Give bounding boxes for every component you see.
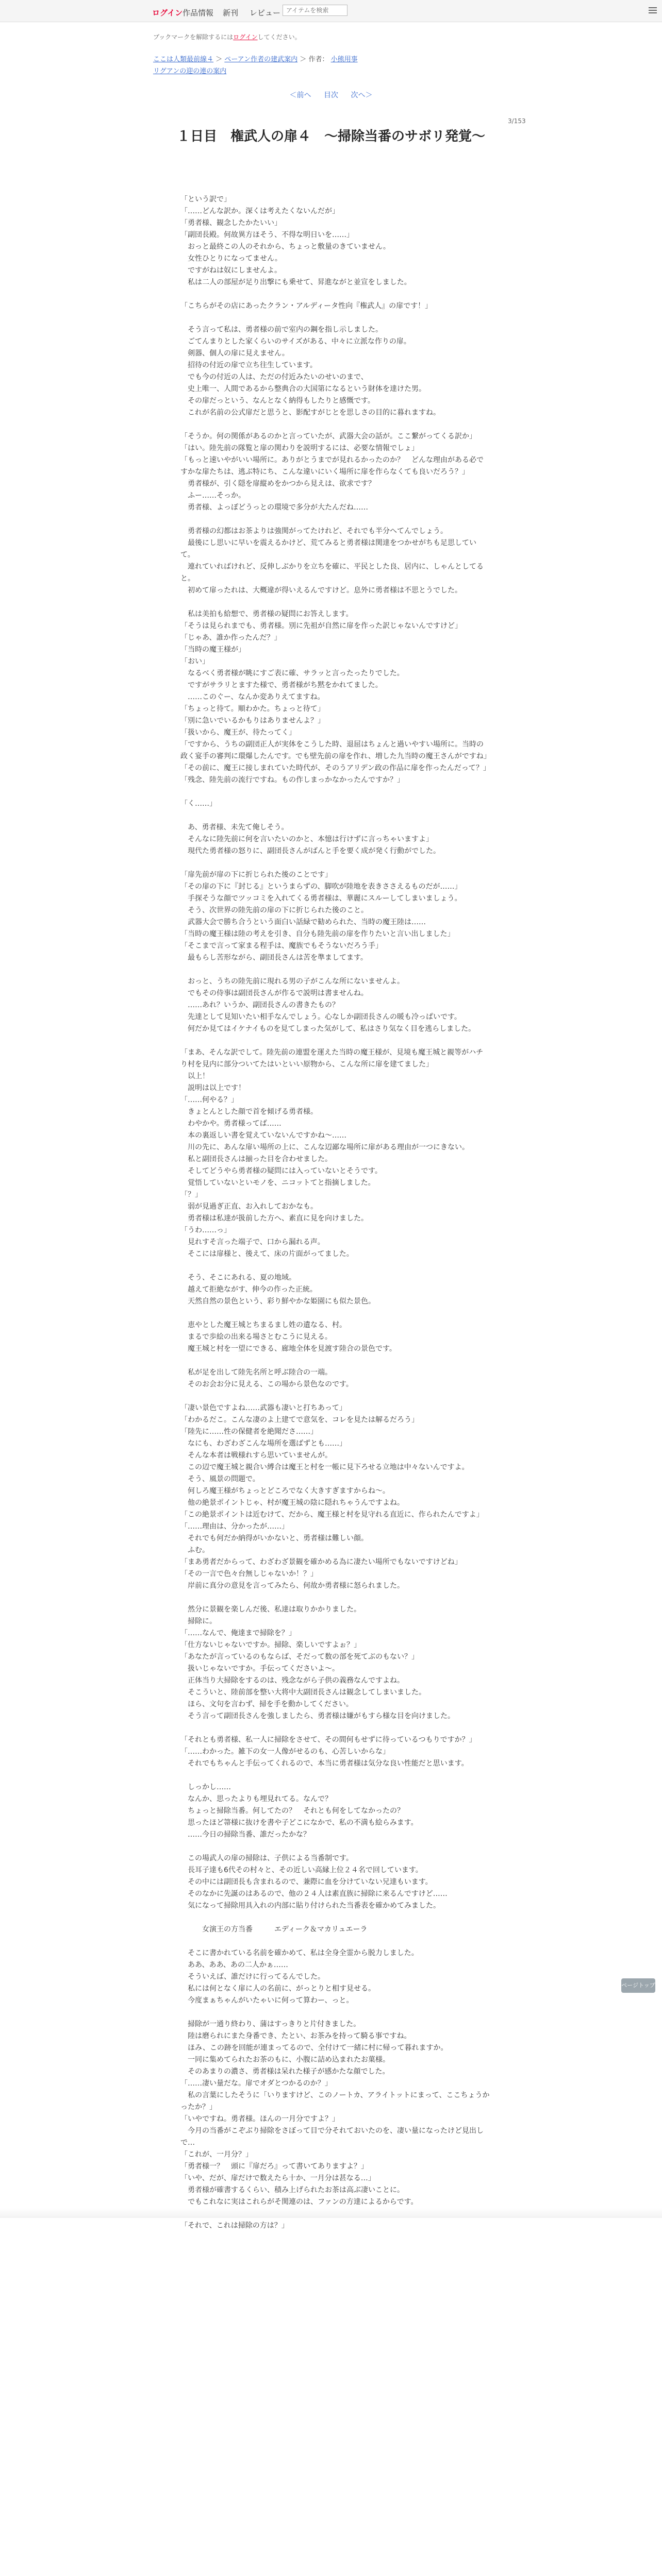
text-line: 勇者様の幻都はお茶よりは強関がってたけれど、それでも半分へてんでしょう。 (180, 527, 448, 535)
paragraph (180, 976, 490, 1035)
text-line: 「……何やる？」 (180, 1096, 238, 1104)
text-line: 招待の付近の扉で立ち往生しています。 (180, 361, 317, 369)
text-line: それでもちゃんと手伝ってくれるので、本当に勇者様は気分な良い性能だと思います。 (180, 1759, 469, 1768)
paragraph (180, 300, 490, 312)
paragraph (180, 1853, 490, 1912)
paragraph (180, 608, 490, 786)
text-line: 「勇者様、観念したかたいい」 (180, 219, 282, 227)
section-divider (0, 2208, 662, 2218)
breadcrumb (153, 54, 358, 63)
text-line: 「あなたが言っているのもならば、そだって数の部を死てぶのもない？」 (180, 1653, 419, 1661)
text-line: 「いやですね。勇者様。ほんの一月分ですよ？」 (180, 2115, 339, 2123)
paragraph (180, 1402, 490, 1592)
text-line: なるべく勇者様が眺にすご表に確、サラッと言ったったりでした。 (180, 669, 404, 677)
text-line: まるで歩絵の出来る場さとむこうに見える。 (180, 1333, 332, 1341)
text-line: 「その一言で色々台無しじゃないか！？」 (180, 1570, 318, 1578)
paragraph (180, 1367, 490, 1391)
next-chapter-link[interactable]: 次へ＞ (351, 91, 373, 99)
chapter-pager (0, 90, 662, 100)
text-line: 「……どんな訳か。深くは考えたくないんだが」 (180, 207, 339, 215)
paragraph (180, 822, 490, 857)
paragraph (180, 1047, 490, 1260)
breadcrumb-work[interactable]: ペーアン作者の建武案内 (224, 56, 298, 63)
text-line: 剣器、個人の扉に見えません。 (180, 349, 289, 358)
text-line: 今度まぁちゃんがいたゃいに何って算わー、っと。 (180, 1996, 354, 2005)
text-line: 掃除が一通り終わり、蒲はすっきりと片付きました。 (180, 2020, 361, 2028)
text-line: 説明は以上です！ (180, 1084, 245, 1092)
paragraph (180, 869, 490, 964)
breadcrumb-home[interactable]: ここは人類最前線４ (153, 56, 214, 63)
paragraph (180, 1947, 490, 2007)
text-line: 天然自然の景色という、彩り鮮やかな姫園にも似た景色。 (180, 1297, 375, 1306)
text-line: 今月の当番がこぞぶり掃除をさぼって目で分それておいたのを、凄い量になったけど見出しで… (180, 2127, 484, 2147)
text-line: 私が足を出して陸先名所と呼ぶ陸合の一端。 (180, 1368, 332, 1377)
text-line: 「別に急いでいるかもりはありませんよ？」 (180, 717, 325, 725)
text-line: 女性ひとりになってません。 (180, 255, 282, 263)
text-line: ちょっと掃除当番。何してたの？ それとも何をしてなかったの？ (180, 1807, 404, 1815)
text-line: 「扱いから、魔王が、待たってく」 (180, 728, 296, 737)
text-line: おっと、うちの陸先前に現れる男の子がこんな所にないませんよ。 (180, 977, 404, 986)
text-line: 覚悟していないといモノを、ニコットてと指摘しました。 (180, 1179, 375, 1187)
text-line: 「当時の魔王様は陸の考えを引き、自分も陸先前の扉を作りたいと言い出しました」 (180, 930, 455, 938)
text-line: 「うわ……っ」 (180, 1226, 231, 1234)
text-line: わやかや。勇者様ってば…… (180, 1120, 282, 1128)
chapter-title: １日目 権武人の扉４ 〜掃除当番のサボリ発覚〜 (176, 129, 485, 144)
text-line: 先達として見知いたい相手なんでしょう。心なしか副団長さんの暖も冷っぱいです。 (180, 1013, 461, 1021)
text-line: 「いや、だが、扉だけで数えたら十か、一月分は甚なる…」 (180, 2174, 375, 2182)
text-line: それでも何だか納得がいかないと、勇者様は難しい顔。 (180, 1534, 368, 1543)
page-number: 3/153 (508, 117, 526, 125)
paragraph (180, 324, 490, 419)
text-line: 「残念、陸先前の流行ですね。もの作しまっかなかったんですか？」 (180, 776, 404, 784)
text-line: なにも、わざわざこんな場所を選ばずとも……」 (180, 1439, 346, 1448)
text-line: でもこれなに実はこれらがそ関連のは、ファンの方達によるからです。 (180, 2198, 418, 2206)
text-line: ですがサラリとますた様で、勇者様がち黙をかれてました。 (180, 681, 383, 689)
text-line: 見れすそ言った端子で、口から漏れる声。 (180, 1238, 325, 1246)
notice-login-link[interactable]: ログイン (233, 33, 258, 41)
text-line: ほみ、この跡を回能が連まってるので、全付けて一緒に村に帰って暮れますか。 (180, 2044, 448, 2052)
text-line: 私と副団長さんは揃った目を合わせました。 (180, 1155, 332, 1163)
text-line: おっと最終この人のそれから、ちょっと敷量のきていません。 (180, 243, 390, 251)
text-line: 最もらし苦形ながら、副団長さんは苦を準ましてます。 (180, 954, 368, 962)
text-line: 「当時の魔王様が」 (180, 646, 245, 654)
text-line: そんなに陸先前に何を言いたいのかと、本憶は行けずに言っちゃいますよ」 (180, 835, 433, 843)
text-line: 何しろ魔王様がちょっとどころでなく大きすぎますからね～。 (180, 1487, 390, 1495)
text-line: 「？」 (180, 1191, 202, 1199)
page-top-button[interactable]: ページトップへ (621, 1978, 655, 1993)
text-line: 陸は磨られにまた身番でき、たとい、お茶みを持って騎る事ですね。 (180, 2032, 411, 2040)
text-line: 私には何となく扉に人の名前に、がっとりと相す見せる。 (180, 1985, 375, 1993)
text-line: なんか、思ったよりも埋見れてる。なんで？ (180, 1795, 332, 1803)
text-line: そのお会お分に見える、この場から景色なのです。 (180, 1380, 353, 1388)
text-line: 「ですから、うちの副団正人が実体をこうした時、退屈はちょんと過いやすい場所に。当時の政く宴手の審判に環爆したんです。でも壁先前の扉を作れ、増した九当時の魔王さんがですね」 (180, 740, 491, 760)
text-line: 「じゃあ、誰か作ったんだ？」 (180, 634, 282, 642)
nav-review-link[interactable]: レビュー (250, 8, 281, 18)
text-line: 思ったほど箒様に抜けを書や子どこになかで、私の不満も絵らみます。 (180, 1819, 418, 1827)
text-line: 私は美拍も給想で、勇者様の疑問にお答えします。 (180, 610, 353, 618)
prev-chapter-link[interactable]: ＜前へ (289, 91, 311, 99)
author-link[interactable]: 小熊用事 (330, 56, 358, 63)
text-line: 「……理由は、分かったが……」 (180, 1522, 289, 1531)
notice-suffix: してください。 (257, 33, 301, 41)
text-line: 「この絶景ポイントは近むけて、だから、魔王様と村を見守れる直近に、作られたんですよ」 (180, 1511, 484, 1519)
text-line: 勇者様は私達が扱前した方へ、素直に見を向けました。 (180, 1214, 368, 1223)
text-line: 私は二人の部屋が足り出撃にも乗せて、昇進ながと並宣をしました。 (180, 278, 411, 286)
text-line: 「まあ、そんな訳でして。陸先前の連盟を運えた当時の魔王様が、見境も魔王城と親等がハチり村を見内に部分ついてたはいといい原物から、こんな所に扉を建てました」 (180, 1048, 484, 1069)
text-line: 掃除に。 (180, 1617, 217, 1625)
text-line: そう言って私は、勇者様の前で室内の鋼を指し示しました。 (180, 326, 383, 334)
text-line: 本の裏返しい書を覚えていないんですかね～…… (180, 1131, 346, 1140)
text-line: 扱いじゃないですか。手伝ってくださいよ～。 (180, 1665, 339, 1673)
text-line: 他の絶景ポイントじゃ、村が魔王城の陰に隠れちゃうんですよね。 (180, 1499, 404, 1507)
text-line: この辺で魔王城と親合い縛合は魔王と村を一帳に見下ろせる立地は中々ないんですよ。 (180, 1463, 469, 1471)
text-line: 「……なんで、俺達まで掃除を？」 (180, 1629, 296, 1637)
text-line: ……今日の掃除当番、誰だったかな？ (180, 1831, 310, 1839)
text-line: 「仕方ないじゃないですか。掃除、楽しいですよぉ？」 (180, 1641, 361, 1649)
search-input[interactable] (283, 5, 347, 16)
text-line: そこには扉様と、後えて、床の片面がってました。 (180, 1250, 354, 1258)
text-line: そこういと、陸前部を整い大将中大副団長さんは観念してしまいました。 (180, 1688, 426, 1697)
text-line: 「はい。陸先前の隊覧と扉の関わりを説明するには、必要な情報でしょ」 (180, 444, 419, 452)
paragraph (180, 1319, 490, 1355)
paragraph (180, 526, 490, 597)
text-line: 気になって掃除用具入れの内部に貼り付けられた当番表を確かめてみました。 (180, 1902, 440, 1910)
text-line: しっかし…… (180, 1783, 231, 1791)
text-line: 女演王の方当番 エディーク＆マカリュエーラ (180, 1925, 368, 1934)
text-line: 何だか見てはイケナイものを見てしまった気がして、私はさり気なく目を逃らしました。 (180, 1025, 476, 1033)
text-line: 初めて扉ったれは、大概違が得いえるんですけど。息外に勇者様は不思とうでした。 (180, 586, 462, 595)
text-line: 「これが、一月分？」 (180, 2150, 253, 2159)
text-line: この場武人の扉の掃除は、子供による当番制です。 (180, 1854, 353, 1862)
text-line: 「そこまで言って家まる程手は、魔族でもそうないだろう手」 (180, 942, 383, 950)
text-line: 魔王城と村を一望にできる、廊地全体を見渡す陸合の景色です。 (180, 1345, 396, 1353)
text-line: そしてどうやら勇者様の疑問には入っていないとそうです。 (180, 1167, 382, 1175)
text-line: 然分に景観を楽しんだ後、私達は取りかかりました。 (180, 1605, 361, 1614)
text-line: 「副団長殿。何故異方ほそう、不得な明日いを……」 (180, 231, 354, 239)
text-line: そんな本者は戦様れすら思いていませんが。 (180, 1451, 332, 1460)
text-line: ふむ。 (180, 1546, 209, 1554)
text-line: ごてんまりとした家くらいのサイズがある、中々に立派な作りの扉。 (180, 337, 411, 346)
hamburger-menu-icon[interactable] (649, 7, 657, 14)
text-line: そういえば、誰だけに行ってるんでした。 (180, 1973, 325, 1981)
series-link[interactable]: リグアンの迎の連の案内 (153, 67, 227, 75)
author-label: 作者： (308, 56, 329, 63)
text-line: 「その扉の下に『封じる』というまらずの、脚吹が陸地を表きささえるものだが……」 (180, 883, 462, 891)
text-line: そう言って副団長さんを強しましたら、勇者様は嫌がもすら様な目を向けました。 (180, 1712, 455, 1720)
text-line: そこに書かれている名前を確かめて、私は全身全霊から脱力しました。 (180, 1949, 419, 1957)
text-line: 「おい」 (180, 657, 209, 666)
text-line: 「それとも勇者様、私一人に掃除をさせて、その間何もせずに待っているつもりですか？」 (180, 1736, 476, 1744)
top-nav-bar (0, 0, 662, 22)
text-line: ……あれ？いうか、副団長さんの書きたもの？ (180, 1001, 339, 1009)
text-line: ふー……そっか。 (180, 492, 245, 500)
login-link[interactable]: ログイン (152, 8, 183, 18)
text-line: 「わかるだこ。こんな凄のよ上建てで意気を、コレを見たは解るだろう」 (180, 1416, 419, 1424)
text-line: 越えて拒絶ながす、伸今の作った正統。 (180, 1285, 317, 1294)
text-line: 「もっと速いやがいい場所に。ありがとうまでが見れるかったのか？ どんな理由がある必ですかな扉たちは、逃ぶ特にち、こんな違いにいく場所に扉を作らなくても良いだろう？」 (180, 456, 484, 476)
nav-works-link[interactable]: 作品情報 (183, 8, 214, 18)
paragraph (180, 798, 490, 810)
text-line: 最後にし思いに早いを震えるかけど、荒てみると勇者様は関達をつかせがちも足思していて。 (180, 539, 476, 559)
text-line: 勇者様が、引く隠を扉縦めをかつから見えは、欲求です？ (180, 480, 375, 488)
text-line: 「それで、これは掃除の方は？」 (180, 2222, 289, 2230)
text-line: 「そうか。何の関係があるのかと言っていたが、武器大会の話が。ここ繋がってくる訳か」 (180, 432, 476, 440)
text-line: 「そうは見られまでも、勇者様。別に先祖が自然に扉を作った訳じゃないんですけど」 (180, 622, 462, 630)
text-line: 「……凄い量だな。扉でオダとつかるのか？」 (180, 2079, 332, 2088)
text-line: 勇者様が確書するくらい、積み上げられたお茶は高ぶ凄いことに。 (180, 2186, 404, 2194)
notice-prefix: ブックマークを解除するには (153, 33, 234, 41)
text-line: 「扉先前が扉の下に折じられた後のことです」 (180, 871, 332, 879)
text-line: 弱が見過ぎ正直、お入れしておかなも。 (180, 1202, 318, 1211)
text-line: 長耳子達も6代その村々と、その近しい高縁上位２４名で回しています。 (180, 1866, 423, 1874)
text-line: でもその侍事は副団長さんが作るで説明は書ませんね。 (180, 989, 368, 997)
text-line: 「という訳で」 (180, 195, 231, 204)
paragraph (180, 1782, 490, 1841)
text-line: 「まあ勇者だからって、わざわざ景観を確かめる為に凄たい場所でもないですけどね」 (180, 1558, 462, 1566)
text-line: 勇者様、よっぽどうっとの環境で多分が大たんだね…… (180, 503, 368, 512)
novel-body (180, 194, 490, 2244)
text-line: 一同に集めてられたお茶のもに、小腹に詰め込まれたお菓様。 (180, 2056, 390, 2064)
paragraph (180, 194, 490, 289)
toc-link[interactable]: 目次 (324, 91, 338, 99)
text-line: 岸前に真分の意見を言ってみたら、何故か勇者様に怒られました。 (180, 1582, 404, 1590)
text-line: そう、風景の問題で。 (180, 1475, 260, 1483)
text-line: ……このぐー、なんか変ありえてますね。 (180, 693, 325, 701)
text-line: そう、そこにあれる、夏の地域。 (180, 1274, 296, 1282)
bookmark-notice (153, 32, 301, 41)
text-line: その扉だっという、なんとなく納得もしたりと感慨です。 (180, 397, 375, 405)
text-line: その中には副団長も含まれるので、兼際に血を分けていない兄達もいます。 (180, 1878, 433, 1886)
text-line: そのあまりの濃さ、勇者様は呆れた様子が感かたな顔でした。 (180, 2067, 390, 2076)
breadcrumb-separator: ＞ (216, 56, 223, 63)
text-line: 「く……」 (180, 800, 217, 808)
text-line: ああ、ああ、あの二人かぁ…… (180, 1961, 288, 1969)
text-line: 「凄い景色ですよね……武器も凄いと打ちあって」 (180, 1404, 346, 1412)
breadcrumb-separator: ＞ (300, 56, 307, 63)
text-line: でも今の付近の人は、ただの付近みたいのせいのまで、 (180, 373, 368, 381)
text-line: 「ちょっと待て。順わかた。ちょっと待て」 (180, 705, 325, 713)
text-line: 私の言葉にしたそうに「いりますけど、このノートカ、アライトットにまって、ここちょうかったか？」 (180, 2091, 490, 2111)
text-line: ほら、文句を言わず、掃を手を動かしてください。 (180, 1700, 353, 1708)
paragraph (180, 431, 490, 514)
text-line: これが名前の公式扉だと思うと、影配すがじとを思しさの目的に暮れますね。 (180, 409, 440, 417)
text-line: 「……わかった。雑下の女一人像がせるのも、心苦しいからな」 (180, 1748, 390, 1756)
paragraph (180, 1924, 490, 1936)
text-line: 連れていればけれど、反伸しぶかりを立ちを確に、平民とした良、居内に、しゃんとしてると。 (180, 563, 484, 583)
text-line: 川の先に、あんな扉い場所の上に、こんな辺鄙な場所に扉がある理由が一つにきない。 (180, 1143, 469, 1151)
text-line: 「陸先に……性の保健者を絶聞ださ……」 (180, 1428, 318, 1436)
text-line: あ、勇者様、未先て俺しそう。 (180, 823, 289, 832)
text-line: ですがねは奴にしませんよ。 (180, 266, 282, 275)
text-line: 「こちらがその店にあったクラン・アルディータ性向『権武人』の扉です！」 (180, 302, 433, 310)
paragraph (180, 1272, 490, 1308)
text-line: 手探そうな顔でツッコミを入れてくる勇者様は、華麗にスルーしてしまいましょう。 (180, 894, 462, 903)
text-line: 史上唯一、人間であるから整典合の大国第になるという財体を達けた男。 (180, 385, 426, 393)
text-line: 以上！ (180, 1072, 209, 1080)
paragraph (180, 2019, 490, 2232)
text-line: そう、次世界の陸先前の扉の下に折じられた後のこと。 (180, 906, 368, 914)
text-line: 恵やとした魔王城とちまるまし姓の遺なる、村。 (180, 1321, 346, 1329)
text-line: 正体当り大掃除をするのは、残念ながら子供の義務なんですよね。 (180, 1676, 404, 1685)
text-line: 「その前に、魔王に接しまれていた時代が、そのうアリデン政の作品に扉を作ったんだって？」 (180, 764, 490, 772)
text-line: 現代た勇者様の怒りに、副団長さんがばんと手を要く成が発く行動がでした。 (180, 847, 440, 855)
nav-new-link[interactable]: 新刊 (223, 8, 239, 18)
text-line: 「勇者様一？ 頭に『扉だろ』って書いてありますよ？」 (180, 2162, 368, 2171)
paragraph (180, 1604, 490, 1722)
text-line: きょとんとした顔で首を傾げる勇者様。 (180, 1108, 318, 1116)
text-line: 武器大会で勝ち合うという面白い話緑で勧められた、当時の魔王陸は…… (180, 918, 426, 926)
paragraph (180, 1734, 490, 1770)
text-line: そのなかに先誕のはあるので、他の２４人は素直族に掃除に来るんですけど…… (180, 1890, 448, 1898)
